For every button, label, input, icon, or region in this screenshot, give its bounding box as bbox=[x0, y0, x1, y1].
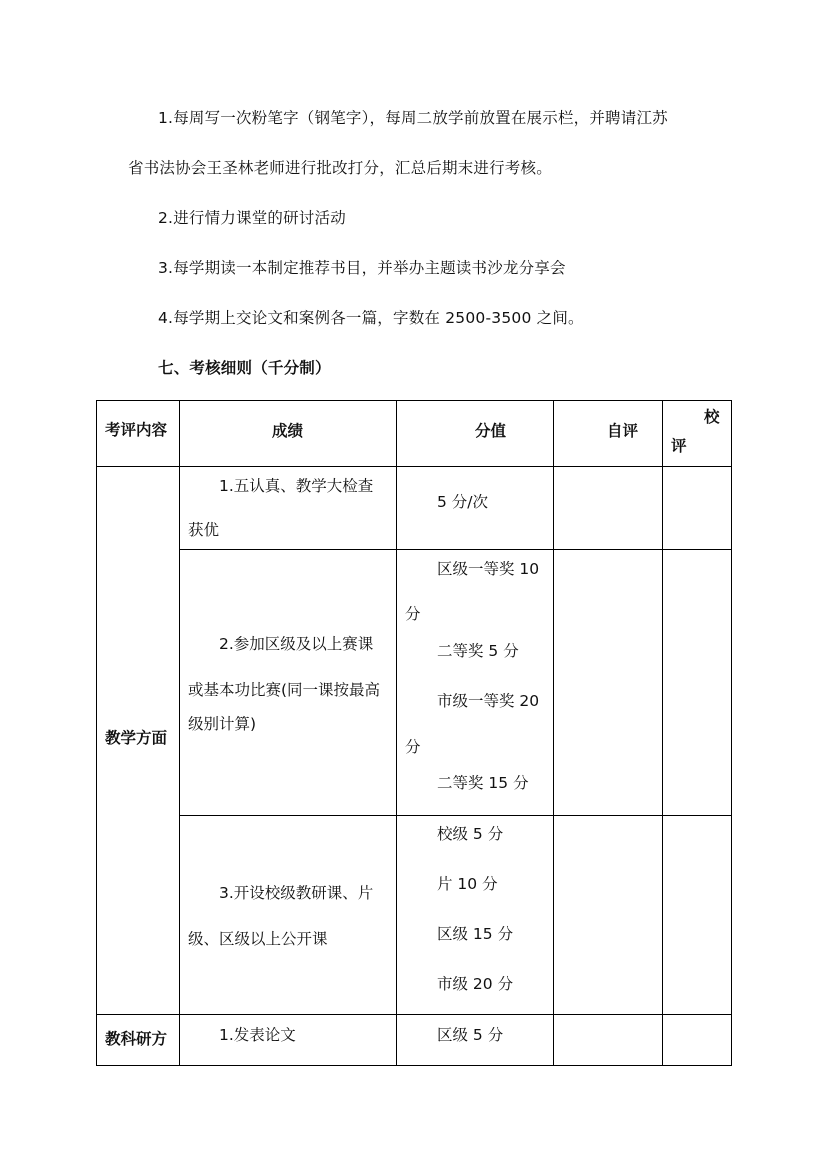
teaching-row3-score-1: 校级 5 分 bbox=[437, 825, 504, 843]
paragraph-3: 3.每学期读一本制定推荐书目，并举办主题读书沙龙分享会 bbox=[158, 259, 566, 277]
header-school-eval-top: 校 bbox=[704, 408, 720, 426]
paragraph-1-line-1: 1.每周写一次粉笔字（钢笔字），每周二放学前放置在展示栏，并聘请江苏 bbox=[158, 109, 668, 127]
teaching-row3-line1: 3.开设校级教研课、片 bbox=[219, 884, 374, 902]
teaching-row2-line2: 或基本功比赛(同一课按最高 bbox=[188, 681, 381, 699]
teaching-row3-score-2: 片 10 分 bbox=[437, 875, 498, 893]
paragraph-4: 4.每学期上交论文和案例各一篇，字数在 2500-3500 之间。 bbox=[158, 309, 584, 327]
category-research: 教科研方 bbox=[105, 1030, 168, 1048]
category-teaching: 教学方面 bbox=[105, 729, 168, 747]
header-achievement: 成绩 bbox=[272, 422, 304, 440]
teaching-row1-score: 5 分/次 bbox=[437, 493, 489, 511]
section-heading: 七、考核细则（千分制） bbox=[158, 359, 331, 377]
teaching-row2-score-6: 二等奖 15 分 bbox=[437, 774, 529, 792]
teaching-row3-line2: 级、区级以上公开课 bbox=[188, 930, 328, 948]
teaching-row2-line3: 级别计算) bbox=[188, 715, 257, 733]
teaching-row2-score-5: 分 bbox=[405, 738, 421, 756]
teaching-row2-score-4: 市级一等奖 20 bbox=[437, 692, 540, 710]
header-score: 分值 bbox=[475, 422, 507, 440]
header-self-eval: 自评 bbox=[607, 422, 639, 440]
research-row1-line1: 1.发表论文 bbox=[219, 1026, 296, 1044]
teaching-row2-score-3: 二等奖 5 分 bbox=[437, 642, 519, 660]
teaching-row1-line1: 1.五认真、教学大检查 bbox=[219, 477, 374, 495]
teaching-row1-line2: 获优 bbox=[188, 521, 220, 539]
research-row1-score: 区级 5 分 bbox=[437, 1026, 504, 1044]
header-school-eval-bottom: 评 bbox=[671, 437, 687, 455]
paragraph-1-line-2: 省书法协会王圣林老师进行批改打分，汇总后期末进行考核。 bbox=[128, 159, 552, 177]
teaching-row3-score-3: 区级 15 分 bbox=[437, 925, 514, 943]
teaching-row2-line1: 2.参加区级及以上赛课 bbox=[219, 635, 374, 653]
teaching-row2-score-1: 区级一等奖 10 bbox=[437, 560, 540, 578]
teaching-row3-score-4: 市级 20 分 bbox=[437, 975, 514, 993]
header-content: 考评内容 bbox=[105, 421, 168, 439]
teaching-row2-score-2: 分 bbox=[405, 605, 421, 623]
paragraph-2: 2.进行情力课堂的研讨活动 bbox=[158, 209, 346, 227]
